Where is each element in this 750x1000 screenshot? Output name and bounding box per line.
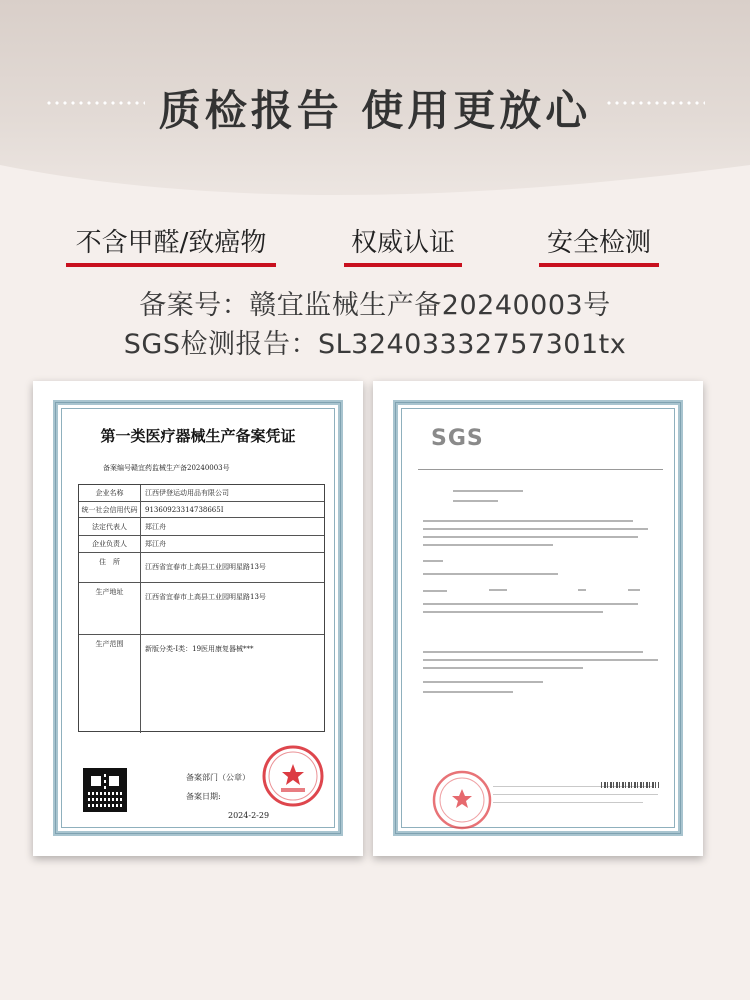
page-title: 质检报告 使用更放心 (158, 86, 592, 135)
row-label: 生产地址 (79, 583, 141, 634)
report-text-line (423, 691, 513, 693)
barcode-icon (601, 782, 659, 788)
sgs-logo: SGS (431, 426, 484, 451)
issue-date: 2024-2-29 (228, 811, 270, 820)
report-footer-line (493, 794, 658, 795)
report-text-line (489, 589, 507, 591)
row-label: 企业名称 (79, 485, 141, 501)
row-label: 生产范围 (79, 635, 141, 733)
report-text-line (423, 560, 443, 562)
report-text-line (578, 589, 586, 591)
report-text-line (423, 651, 643, 653)
badge-label: 不含甲醛/致癌物 (75, 228, 267, 258)
badge-underline (539, 263, 659, 267)
sgs-red-seal-icon (431, 769, 493, 831)
row-value: 江西省宜春市上高县工业园明星路13号 (145, 593, 266, 601)
certificate-title: 第一类医疗器械生产备案凭证 (100, 427, 296, 445)
row-label: 住 所 (79, 553, 141, 582)
report-text-line (423, 681, 543, 683)
row-value: 新版分类-Ⅰ类：19医用康复器械*** (145, 645, 254, 653)
sgs-test-report (373, 381, 703, 856)
official-red-seal-icon (261, 744, 325, 808)
row-value: 江西省宜春市上高县工业园明星路13号 (145, 563, 266, 571)
table-row (79, 552, 324, 582)
table-row (79, 485, 324, 501)
report-text-line (423, 590, 447, 592)
report-text-line (423, 573, 558, 575)
badge-underline (344, 263, 462, 267)
table-row (79, 501, 324, 517)
table-row (79, 517, 324, 535)
row-label: 企业负责人 (79, 536, 141, 552)
table-row (79, 634, 324, 733)
badge-certified (348, 222, 458, 259)
table-row (79, 535, 324, 552)
report-text-line (423, 611, 603, 613)
report-text-line (423, 667, 583, 669)
report-text-line (423, 659, 658, 661)
badge-formaldehyde-free (70, 222, 272, 259)
report-text-line (423, 528, 648, 530)
report-text-line (628, 589, 640, 591)
badge-label: 权威认证 (350, 228, 455, 258)
report-footer-line (493, 802, 643, 803)
issuing-department: 备案部门（公章） (186, 773, 250, 782)
row-value: 郑江舟 (145, 540, 166, 548)
badge-safety-tested (543, 222, 655, 259)
report-text-line (423, 544, 553, 546)
row-value: 郑江舟 (145, 522, 166, 531)
issue-date-label: 备案日期: (186, 792, 221, 801)
certificate-table (78, 484, 325, 732)
report-text-line (423, 603, 638, 605)
report-text-line (453, 490, 523, 492)
qr-code-icon (83, 768, 127, 812)
sgs-report-number-text: SGS检测报告：SL32403332757301tx (123, 329, 627, 360)
certificate-record-no: 备案编号赣宜药监械生产备20240003号 (103, 464, 230, 472)
row-value: 91360923314738665I (145, 505, 224, 514)
badge-underline (66, 263, 276, 267)
table-row (79, 582, 324, 634)
record-number-text: 备案号：赣宜监械生产备20240003号 (139, 290, 611, 321)
report-text-line (423, 520, 633, 522)
row-label: 法定代表人 (79, 518, 141, 535)
medical-device-certificate (33, 381, 363, 856)
badge-label: 安全检测 (546, 228, 651, 258)
report-text-line (453, 500, 498, 502)
report-text-line (423, 536, 638, 538)
row-value: 江西伊登运动用品有限公司 (145, 489, 229, 497)
row-label: 统一社会信用代码 (79, 502, 141, 517)
report-header-line (418, 464, 663, 470)
